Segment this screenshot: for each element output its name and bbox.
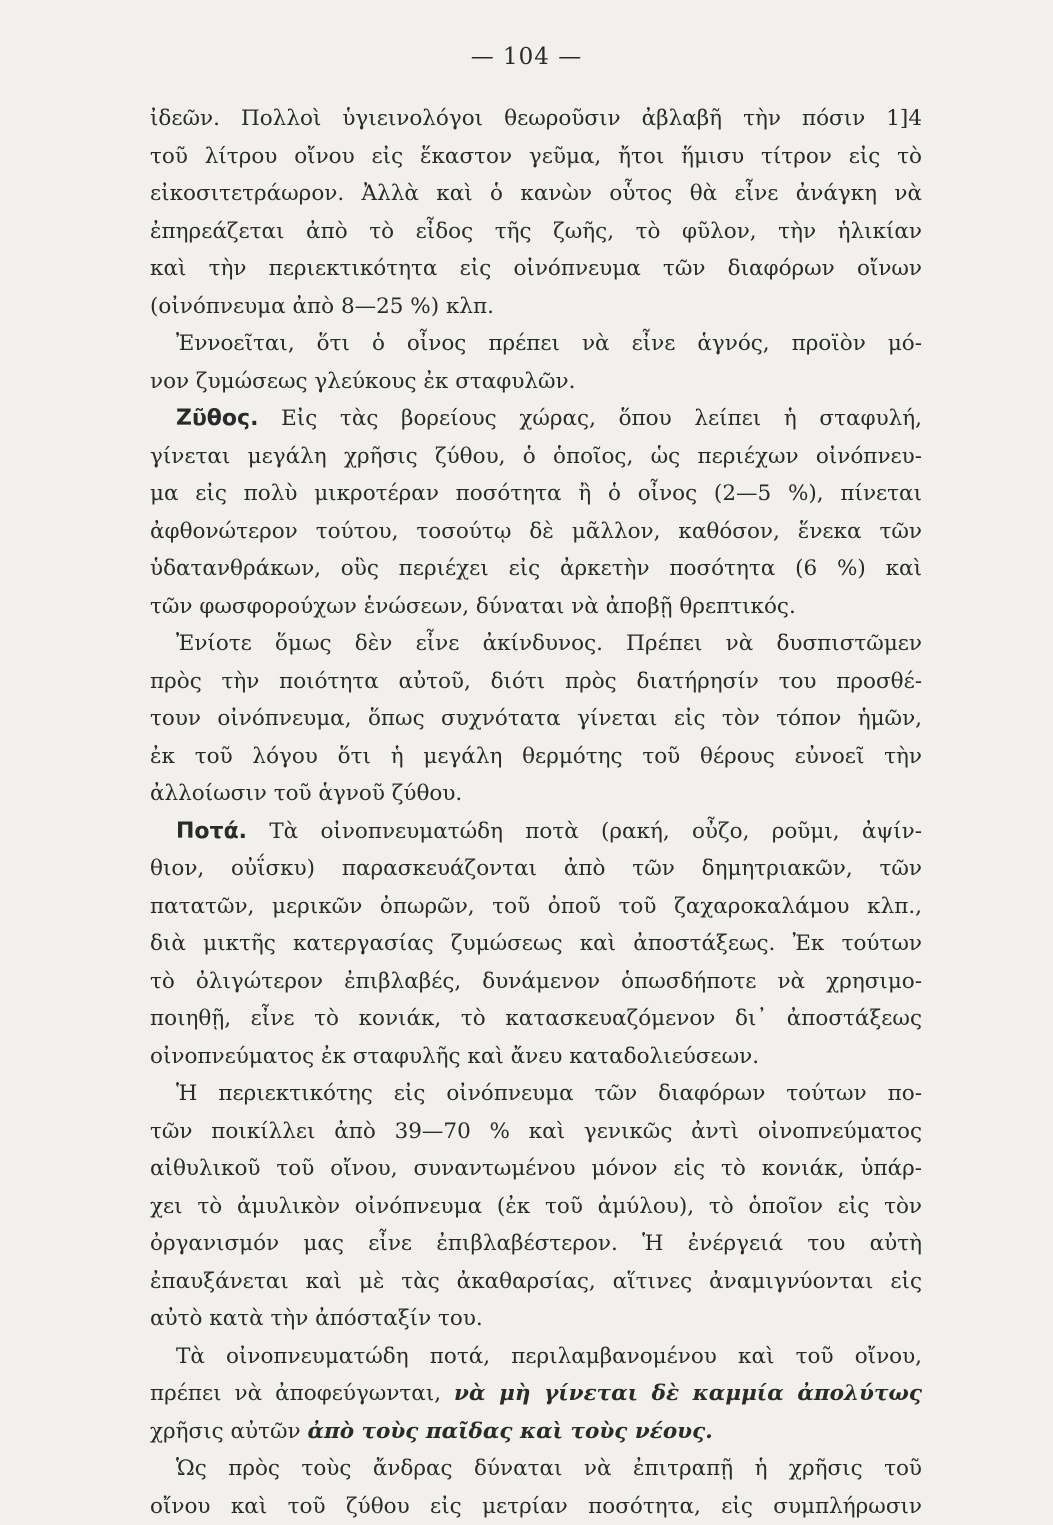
text-span: Εἰς τὰς βορείους χώρας, ὅπου λείπει ἡ σταφυλή, [258, 406, 922, 431]
text-line: ὀργανισμόν μας εἶνε ἐπιβλαβέστερον. Ἡ ἐνέργειά του αὐτὴ [150, 1225, 922, 1263]
text-line: Ἐνίοτε ὅμως δὲν εἶνε ἀκίνδυνος. Πρέπει νὰ δυσπιστῶμεν [150, 625, 922, 663]
text-line: οἰνοπνεύματος ἐκ σταφυλῆς καὶ ἄνευ καταδολιεύσεων. [150, 1038, 922, 1076]
text-line: Ὡς πρὸς τοὺς ἄνδρας δύναται νὰ ἐπιτραπῇ ἡ χρῆσις τοῦ [150, 1450, 922, 1488]
text-line: πατατῶν, μερικῶν ὀπωρῶν, τοῦ ὀποῦ τοῦ ζαχαροκαλάμου κλπ., [150, 888, 922, 926]
text-line: θιον, οὐΐσκυ) παρασκευάζονται ἀπὸ τῶν δημητριακῶν, τῶν [150, 850, 922, 888]
text-line: αὐτὸ κατὰ τὴν ἀπόσταξίν του. [150, 1300, 922, 1338]
text-line: ἀλλοίωσιν τοῦ ἁγνοῦ ζύθου. [150, 775, 922, 813]
text-line: εἰκοσιτετράωρον. Ἀλλὰ καὶ ὁ κανὼν οὗτος θὰ εἶνε ἀνάγκη νὰ [150, 175, 922, 213]
text-span: πρέπει νὰ ἀποφεύγωνται, [150, 1381, 454, 1406]
text-line: μα εἰς πολὺ μικροτέραν ποσότητα ἢ ὁ οἶνος (2—5 %), πίνεται [150, 475, 922, 513]
emphasis-text: ἀπὸ τοὺς παῖδας καὶ τοὺς νέους. [307, 1419, 712, 1444]
text-line: τὸ ὀλιγώτερον ἐπιβλαβές, δυνάμενον ὁπωσδήποτε νὰ χρησιμο- [150, 963, 922, 1001]
text-line: οἴνου καὶ τοῦ ζύθου εἰς μετρίαν ποσότητα, εἰς συμπλήρωσιν [150, 1488, 922, 1525]
section-pota-first-line [150, 813, 922, 851]
text-line: ἐκ τοῦ λόγου ὅτι ἡ μεγάλη θερμότης τοῦ θέρους εὐνοεῖ τὴν [150, 738, 922, 776]
text-span: χρῆσις αὐτῶν [150, 1419, 307, 1444]
text-line: Τὰ οἰνοπνευματώδη ποτά, περιλαμβανομένου καὶ τοῦ οἴνου, [150, 1338, 922, 1376]
text-line: διὰ μικτῆς κατεργασίας ζυμώσεως καὶ ἀποστάξεως. Ἐκ τούτων [150, 925, 922, 963]
text-line: νον ζυμώσεως γλεύκους ἐκ σταφυλῶν. [150, 363, 922, 401]
body-text [150, 100, 922, 1525]
text-line: πρὸς τὴν ποιότητα αὐτοῦ, διότι πρὸς διατήρησίν του προσθέ- [150, 663, 922, 701]
text-line: (οἰνόπνευμα ἀπὸ 8—25 %) κλπ. [150, 288, 922, 326]
section-heading-zythos: Ζῦθος. [176, 406, 258, 431]
emphasis-text: νὰ μὴ γίνεται δὲ καμμία ἀπολύτως [454, 1381, 922, 1406]
text-line: τῶν ποικίλλει ἀπὸ 39—70 % καὶ γενικῶς ἀντὶ οἰνοπνεύματος [150, 1113, 922, 1151]
text-line: ἰδεῶν. Πολλοὶ ὑγιεινολόγοι θεωροῦσιν ἀβλαβῆ τὴν πόσιν 1]4 [150, 100, 922, 138]
text-line: ἐπαυξάνεται καὶ μὲ τὰς ἀκαθαρσίας, αἵτινες ἀναμιγνύονται εἰς [150, 1263, 922, 1301]
page-number: — 104 — [0, 44, 1053, 70]
text-line: τῶν φωσφορούχων ἑνώσεων, δύναται νὰ ἀποβῇ θρεπτικός. [150, 588, 922, 626]
text-line-mixed [150, 1413, 922, 1451]
text-line: ἐπηρεάζεται ἀπὸ τὸ εἶδος τῆς ζωῆς, τὸ φῦλον, τὴν ἡλικίαν [150, 213, 922, 251]
text-line: καὶ τὴν περιεκτικότητα εἰς οἰνόπνευμα τῶν διαφόρων οἴνων [150, 250, 922, 288]
text-line: αἰθυλικοῦ τοῦ οἴνου, συναντωμένου μόνον εἰς τὸ κονιάκ, ὑπάρ- [150, 1150, 922, 1188]
text-line: γίνεται μεγάλη χρῆσις ζύθου, ὁ ὁποῖος, ὡς περιέχων οἰνόπνευ- [150, 438, 922, 476]
text-line: Ἡ περιεκτικότης εἰς οἰνόπνευμα τῶν διαφόρων τούτων πο- [150, 1075, 922, 1113]
text-span: Τὰ οἰνοπνευματώδη ποτὰ (ρακή, οὖζο, ροῦμι, ἀψίν- [247, 819, 922, 844]
text-line-mixed [150, 1375, 922, 1413]
text-line: τουν οἰνόπνευμα, ὅπως συχνότατα γίνεται εἰς τὸν τόπον ἡμῶν, [150, 700, 922, 738]
text-line: ποιηθῇ, εἶνε τὸ κονιάκ, τὸ κατασκευαζόμενον δι᾽ ἀποστάξεως [150, 1000, 922, 1038]
text-line: ὑδατανθράκων, οὓς περιέχει εἰς ἀρκετὴν ποσότητα (6 %) καὶ [150, 550, 922, 588]
section-zythos-first-line [150, 400, 922, 438]
text-line: τοῦ λίτρου οἴνου εἰς ἕκαστον γεῦμα, ἤτοι ἥμισυ τίτρον εἰς τὸ [150, 138, 922, 176]
text-line: ἀφθονώτερον τούτου, τοσούτῳ δὲ μᾶλλον, καθόσον, ἕνεκα τῶν [150, 513, 922, 551]
section-heading-pota: Ποτά. [176, 819, 247, 844]
text-line: Ἐννοεῖται, ὅτι ὁ οἶνος πρέπει νὰ εἶνε ἁγνός, προϊὸν μό- [150, 325, 922, 363]
text-line: χει τὸ ἀμυλικὸν οἰνόπνευμα (ἐκ τοῦ ἀμύλου), τὸ ὁποῖον εἰς τὸν [150, 1188, 922, 1226]
